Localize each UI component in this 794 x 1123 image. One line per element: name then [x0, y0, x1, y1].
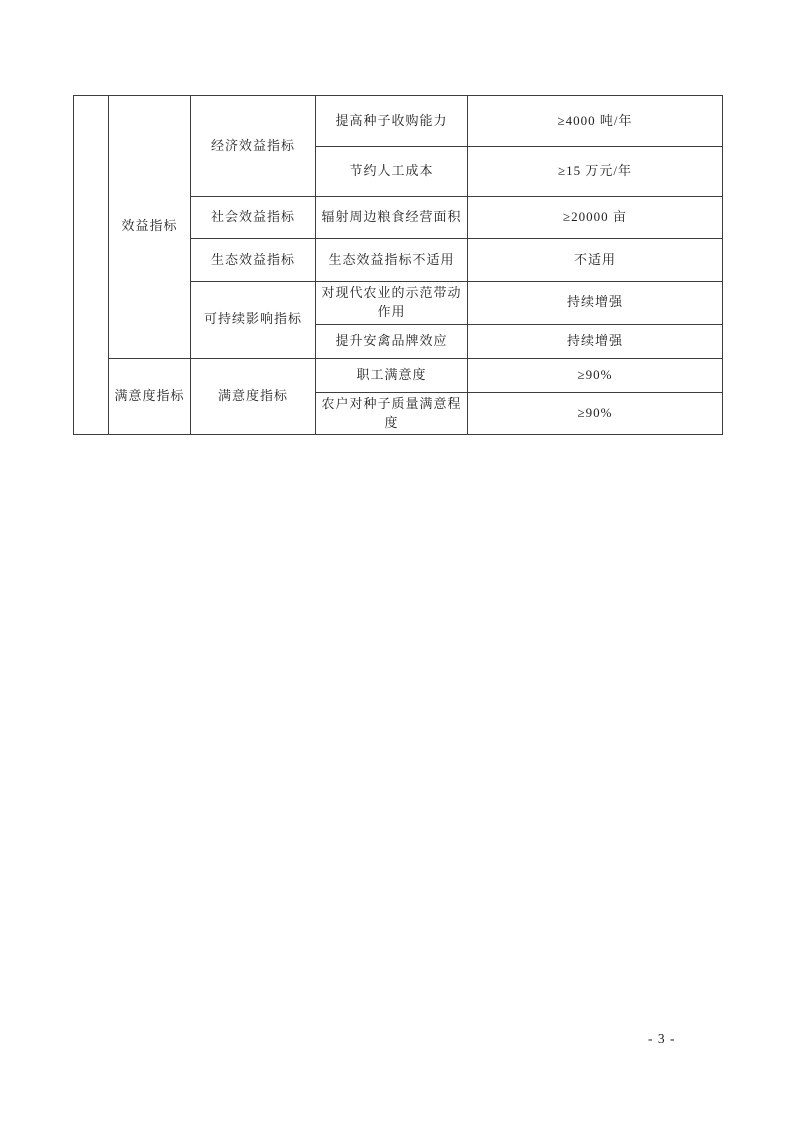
indicator-brand-effect-cell: 提升安禽品牌效应	[316, 324, 468, 358]
value-labor-cost-cell: ≥15 万元/年	[468, 147, 723, 197]
page-number: - 3 -	[648, 1031, 676, 1046]
indicator-employee-satisfaction-cell: 职工满意度	[316, 358, 468, 392]
value-grain-area-cell: ≥20000 亩	[468, 197, 723, 239]
category-benefit-cell: 效益指标	[109, 96, 191, 359]
value-farmer-satisfaction-cell: ≥90%	[468, 392, 723, 435]
subcategory-satisfaction-cell: 满意度指标	[191, 358, 316, 435]
category-satisfaction-cell: 满意度指标	[109, 358, 191, 435]
value-ecological-na-cell: 不适用	[468, 239, 723, 282]
left-spanner-cell	[74, 96, 109, 435]
table-row	[74, 96, 723, 147]
indicator-demonstration-cell: 对现代农业的示范带动作用	[316, 282, 468, 325]
indicator-grain-area-cell: 辐射周边粮食经营面积	[316, 197, 468, 239]
indicator-seed-purchase-cell: 提高种子收购能力	[316, 96, 468, 147]
indicator-labor-cost-cell: 节约人工成本	[316, 147, 468, 197]
value-brand-effect-cell: 持续增强	[468, 324, 723, 358]
indicator-table	[73, 95, 723, 435]
subcategory-economic-cell: 经济效益指标	[191, 96, 316, 197]
subcategory-ecological-cell: 生态效益指标	[191, 239, 316, 282]
indicator-farmer-satisfaction-cell: 农户对种子质量满意程度	[316, 392, 468, 435]
value-demonstration-cell: 持续增强	[468, 282, 723, 325]
subcategory-social-cell: 社会效益指标	[191, 197, 316, 239]
value-seed-purchase-cell: ≥4000 吨/年	[468, 96, 723, 147]
table-row	[74, 358, 723, 392]
indicator-ecological-na-cell: 生态效益指标不适用	[316, 239, 468, 282]
subcategory-sustainable-cell: 可持续影响指标	[191, 282, 316, 359]
value-employee-satisfaction-cell: ≥90%	[468, 358, 723, 392]
